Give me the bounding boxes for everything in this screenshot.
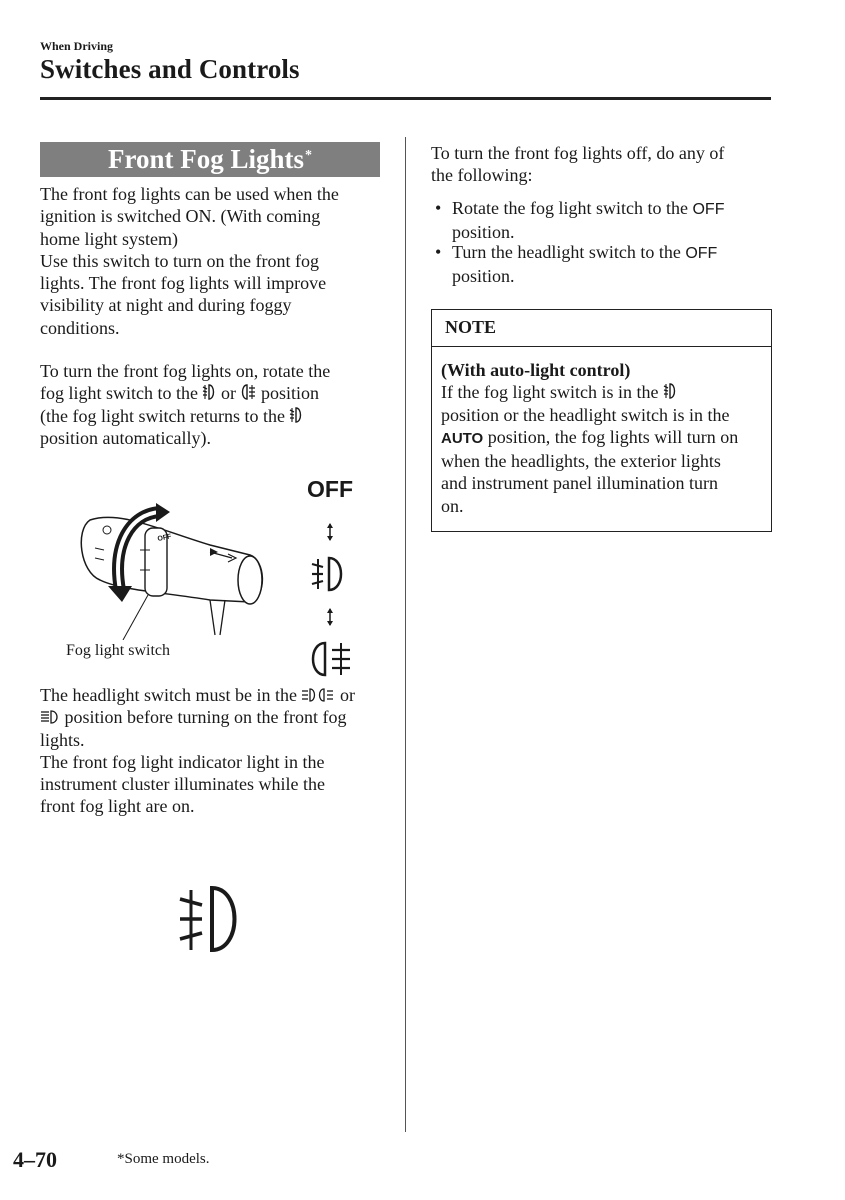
intro-line: lights. The front fog lights will improve [40, 273, 327, 294]
note-line [441, 381, 766, 403]
lever-off-text: OFF [156, 533, 173, 543]
section-label: When Driving [40, 39, 114, 53]
off-word: OFF [685, 245, 718, 262]
turn-on-line [40, 405, 385, 427]
double-arrow-icon [318, 605, 342, 629]
double-arrow-icon [318, 520, 342, 544]
bullet-item [435, 197, 775, 243]
figure-caption: Fog light switch [66, 642, 171, 659]
headlight-line: lights. [40, 729, 85, 750]
fog-indicator-icon [176, 882, 248, 956]
switch-diagram [60, 500, 280, 640]
headlight-line [40, 684, 385, 706]
heading-footnote-mark: * [305, 147, 312, 163]
footnote: *Some models. [117, 1151, 210, 1167]
turn-on-line [40, 382, 385, 404]
text-run: position, the fog lights will turn on [483, 426, 739, 447]
text-run: Turn the headlight switch to the [452, 242, 686, 262]
turn-on-line: position automatically). [40, 427, 211, 448]
headlight-line: The front fog light indicator light in the [40, 751, 325, 772]
intro-paragraph [40, 183, 385, 339]
bullet-dot: • [435, 198, 442, 218]
text-run: The headlight switch must be in the [40, 685, 302, 705]
header-rule [40, 97, 771, 100]
intro-line: visibility at night and during foggy [40, 295, 292, 316]
section-heading: Front Fog Lights [107, 144, 304, 174]
front-fog-position-icon [310, 555, 346, 593]
intro-line: the following: [431, 165, 533, 186]
intro-line: ignition is switched ON. (With coming [40, 206, 321, 227]
text-run: (the fog light switch returns to the [40, 405, 290, 426]
text-run: position. [452, 222, 515, 243]
intro-line: To turn the front fog lights off, do any of [431, 143, 725, 163]
text-run: fog light switch to the [40, 383, 203, 404]
turn-off-intro [431, 142, 771, 187]
note-title: NOTE [445, 317, 497, 337]
headlight-line [40, 706, 385, 728]
note-body [441, 359, 766, 517]
headlight-line: instrument cluster illuminates while the [40, 774, 325, 795]
parking-light-icon [301, 687, 335, 703]
text-run: position before turning on the front fog [60, 707, 347, 728]
bullet-text [452, 197, 772, 244]
text-run: or [335, 685, 355, 705]
note-box [431, 309, 772, 532]
page-title: Switches and Controls [40, 54, 300, 84]
text-run: position [256, 383, 319, 404]
bullet-text [452, 241, 772, 288]
rear-fog-position-icon [310, 640, 354, 678]
headlight-paragraph [40, 684, 385, 818]
text-run: or [216, 383, 241, 404]
intro-line: conditions. [40, 317, 120, 338]
front-fog-icon [289, 406, 303, 424]
column-divider [405, 137, 406, 1132]
auto-word: AUTO [441, 429, 484, 447]
note-line: position or the headlight switch is in the [441, 404, 730, 425]
off-word: OFF [692, 201, 725, 218]
page-number: 4–70 [13, 1147, 57, 1172]
bullet-item [435, 241, 775, 287]
headlight-icon [40, 709, 60, 725]
text-run: Rotate the fog light switch to the [452, 198, 693, 218]
headlight-line: front fog light are on. [40, 796, 195, 817]
front-fog-icon [663, 382, 677, 400]
off-label: OFF [307, 476, 353, 502]
text-run: If the fog light switch is in the [441, 382, 663, 403]
front-fog-icon [202, 383, 216, 401]
bullet-dot: • [435, 242, 442, 262]
section-heading-banner [40, 142, 380, 177]
intro-line: The front fog lights can be used when the [40, 184, 339, 204]
note-line: when the headlights, the exterior lights [441, 451, 721, 472]
note-subtitle: (With auto-light control) [441, 360, 631, 380]
note-line: on. [441, 495, 464, 516]
rear-fog-icon [240, 383, 256, 401]
text-run: position. [452, 266, 515, 287]
intro-line: home light system) [40, 228, 178, 249]
intro-line: Use this switch to turn on the front fog [40, 250, 319, 271]
note-line [441, 426, 766, 450]
note-header [432, 310, 771, 347]
turn-on-paragraph [40, 360, 385, 449]
turn-on-line: To turn the front fog lights on, rotate the [40, 361, 331, 381]
note-line: and instrument panel illumination turn [441, 473, 718, 494]
